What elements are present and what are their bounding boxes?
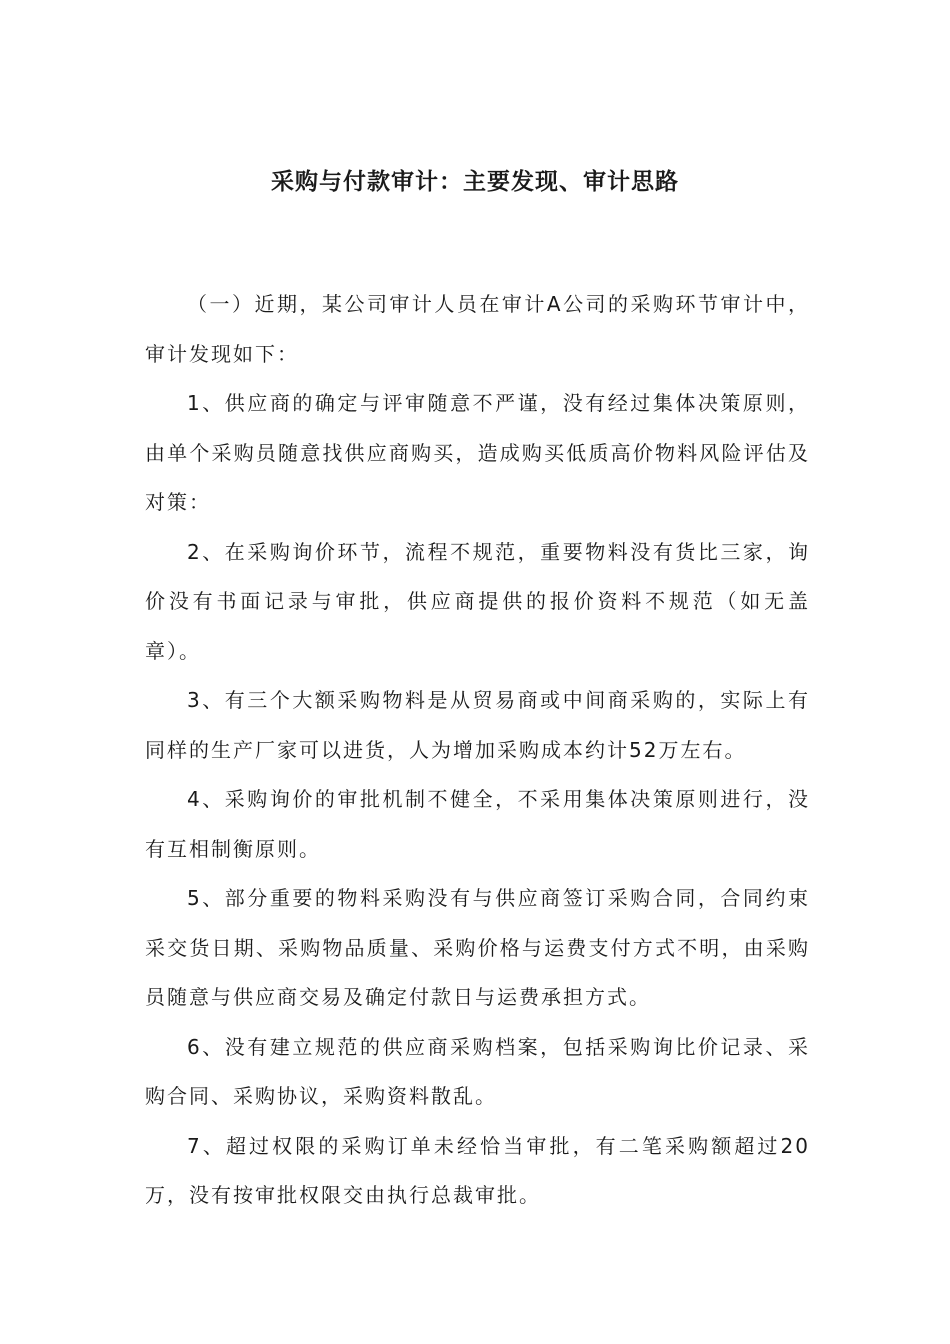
finding-3-paragraph: 3、有三个大额采购物料是从贸易商或中间商采购的，实际上有同样的生产厂家可以进货，人为增加采购成本约计52万左右。 (145, 688, 810, 762)
finding-5-paragraph: 5、部分重要的物料采购没有与供应商签订采购合同，合同约束采交货日期、采购物品质量、采购价格与运费支付方式不明，由采购员随意与供应商交易及确定付款日与运费承担方式。 (145, 886, 810, 1009)
finding-2-paragraph: 2、在采购询价环节，流程不规范，重要物料没有货比三家，询价没有书面记录与审批，供应商提供的报价资料不规范（如无盖章）。 (145, 539, 810, 663)
finding-6-paragraph: 6、没有建立规范的供应商采购档案，包括采购询比价记录、采购合同、采购协议，采购资料散乱。 (145, 1034, 810, 1108)
intro-paragraph: （一）近期，某公司审计人员在审计A公司的采购环节审计中，审计发现如下： (145, 292, 810, 366)
document-title: 采购与付款审计：主要发现、审计思路 (271, 168, 679, 195)
finding-1-paragraph: 1、供应商的确定与评审随意不严谨，没有经过集体决策原则，由单个采购员随意找供应商购买，造成购买低质高价物料风险评估及对策： (145, 391, 810, 514)
finding-7-paragraph: 7、超过权限的采购订单未经恰当审批，有二笔采购额超过20万，没有按审批权限交由执行总裁审批。 (145, 1133, 810, 1207)
finding-4-paragraph: 4、采购询价的审批机制不健全，不采用集体决策原则进行，没有互相制衡原则。 (145, 787, 810, 861)
document-body (145, 280, 810, 1221)
